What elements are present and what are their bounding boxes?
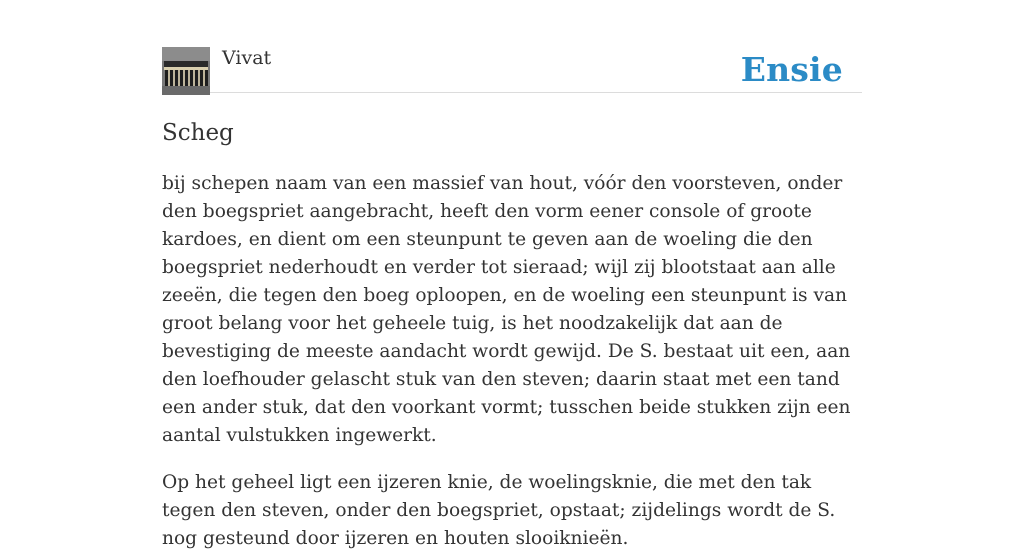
author-name[interactable]: Vivat — [222, 47, 272, 69]
article-title: Scheg — [162, 120, 234, 146]
article-paragraph: Op het geheel ligt een ijzeren knie, de woelingsknie, die met den tak tegen den steven, onder den boegspriet, opstaat; zijdelings wordt de S. nog gesteund door ijzeren en houten slooiknieën. — [162, 472, 836, 549]
article-card — [162, 46, 862, 553]
brand-logo[interactable]: Ensie — [740, 50, 843, 89]
typewriter-avatar-icon[interactable] — [162, 47, 210, 95]
article-paragraph: bij schepen naam van een massief van hout, vóór den voorsteven, onder den boegspriet aangebracht, heeft den vorm eener console of groote kardoes, en dient om een steunpunt te geven aan de woeling die den boegspriet nederhoudt en verder tot sieraad; wijl zij blootstaat aan alle zeeën, die tegen den boeg oploopen, en de woeling een steunpunt is van groot belang voor het geheele tuig, is het noodzakelijk dat aan de bevestiging de meeste aandacht wordt gewijd. De S. bestaat uit een, aan den loefhouder gelascht stuk van den steven; daarin staat met een tand een ander stuk, dat den voorkant vormt; tusschen beide stukken zijn een aantal vulstukken ingewerkt. — [162, 173, 851, 446]
article-header — [162, 46, 862, 93]
article-body — [162, 170, 862, 553]
